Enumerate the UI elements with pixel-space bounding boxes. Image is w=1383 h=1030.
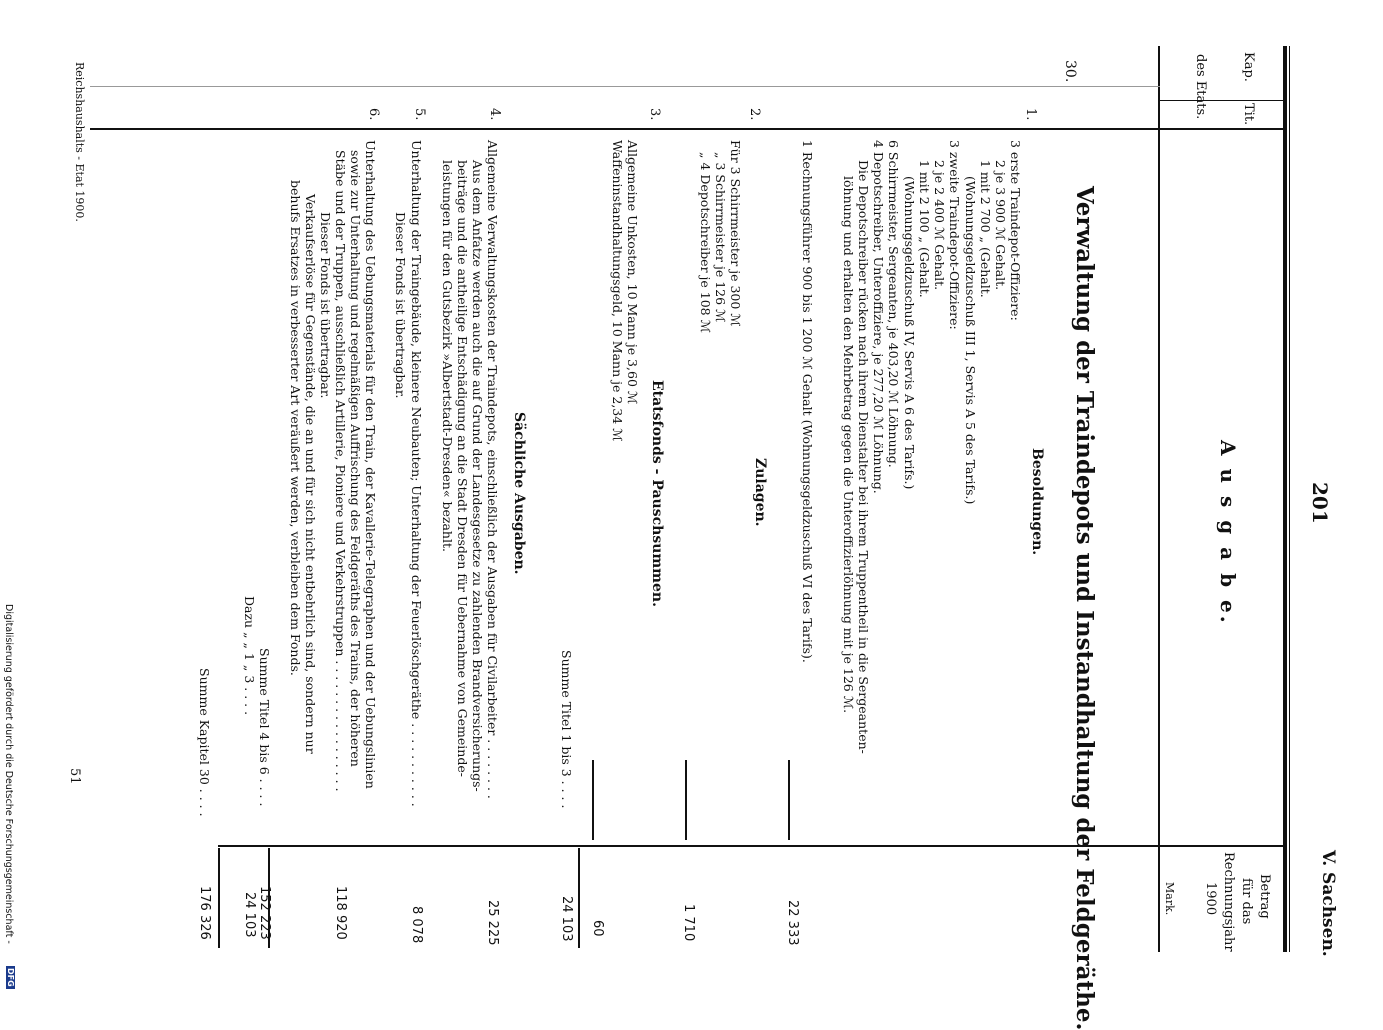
rule-sum-1 [788,760,790,840]
t4-amount: 25 225 [485,900,500,946]
dazu-label: Dazu „ „ 1 „ 3 . . . . [242,596,257,716]
t3-line-2: Waffeninstandhaltungsgeld, 10 Mann je 2,34 ℳ [610,140,625,442]
t3-amount: 60 [590,920,605,937]
rule-sum-amount-1 [578,848,580,948]
title-num-6: 6. [366,108,381,121]
t1-line-4: (Wohnungsgeldzuschuß III 1, Servis A 5 des Tarifs.) [963,176,978,505]
title-num-3: 3. [647,108,662,121]
t2-line-3: „ 4 Depotschreiber je 108 ℳ [698,152,713,333]
footer-page: 51 [67,768,82,785]
rule-sum-2 [685,760,687,840]
t1-line-12: löhnung und erhalten den Mehrbetrag gegen die Unteroffizierlöhnung mit je 126 ℳ. [841,176,856,714]
t4-line-2: Aus dem Anfatze werden auch die auf Grund der Landesgesetze zu zahlenden Brandversicherungs- [470,160,485,792]
t6-line-6: behufs Ersatzes in verbesserter Art veräußert werden, verbleiben dem Fonds. [288,180,303,676]
t6-line-5: Verkaufserlöse für Gegenstände, die an und für sich nicht entbehrlich sind, sondern nur [303,194,318,754]
t2-line-1: Für 3 Schirrmeister je 300 ℳ [728,140,743,327]
t6-amount: 118 920 [333,886,348,940]
t2-line-2: „ 3 Schirrmeister je 126 ℳ [713,152,728,323]
t1-line-2: 2 je 3 900 ℳ Gehalt. [993,160,1008,291]
t1-line-1: 3 erste Traindepot-Offiziere: [1008,140,1023,321]
t6-line-3: Stäbe und der Truppen, ausschließlich Artillerie, Pioniere und Verkehrstruppen . . . . . . . . . . . . . . . . . [333,150,348,792]
state-heading: V. Sachsen. [1318,850,1338,957]
total-amount: 176 326 [197,886,212,940]
col-kap: Kap. [1241,52,1256,82]
t6-line-4: Dieser Fonds ist übertragbar. [318,212,333,399]
t1-line-11: Die Depotschreiber rücken nach ihrem Dienstalter bei ihrem Truppentheil in die Sergeanten- [856,160,871,754]
t5-line-1: Unterhaltung der Traingebäude, kleinere Neubauten; Unterhaltung der Feuerlöschgeräthe . . . . . . . . . . . [409,140,424,807]
t1-line-9: 6 Schirrmeister, Sergeanten, je 403,20 ℳ Löhnung. [886,140,901,468]
col-tit: Tit. [1241,103,1256,126]
rule-kap-tit [1160,100,1285,101]
sum-1-3-label: Summe Titel 1 bis 3 . . . . [559,650,574,809]
col-sub: des Etats. [1193,54,1208,120]
rule-sum-amount-3 [218,848,220,948]
t1-line-7: 1 mit 2 100 „ (Gehalt. [917,160,932,298]
t1-line-8: (Wohnungsgeldzuschuß IV, Servis A 6 des Tarifs.) [902,176,917,490]
t4-line-3: beiträge und die antheilige Entschädigung an die Stadt Dresden für Uebernahme von Gemeinde- [455,160,470,777]
t6-line-2: sowie zur Unterhaltung und regelmäßigen Auffrischung des Feldgeräths des Trains, der höheren [348,150,363,767]
title-num-2: 2. [747,108,762,121]
sum-4-6-amount: 152 223 [257,886,272,940]
chapter-number: 30. [1062,60,1078,83]
t1-line-5: 3 zweite Traindepot-Offiziere: [947,140,962,330]
t1-line-6: 2 je 2 400 ℳ Gehalt. [932,160,947,291]
t1-line-10: 4 Depotschreiber, Unteroffiziere, je 277,20 ℳ Löhnung. [871,140,886,494]
amount-header-4: 1900 [1203,882,1218,916]
subhead-pauschsummen: Etatsfonds - Pauschsummen. [649,380,665,607]
title-num-4: 4. [487,108,502,121]
sum-1-3-amount: 24 103 [559,896,574,942]
rule-top-thick [1283,46,1287,952]
t5-line-2: Dieser Fonds ist übertragbar. [393,212,408,399]
section-heading: A u s g a b e. [1216,440,1240,626]
subhead-besoldungen: Besoldungen. [1029,448,1045,556]
amount-header-1: Betrag [1257,874,1272,919]
rule-faint-top [90,86,1160,87]
t1-line-3: 1 mit 2 700 „ (Gehalt. [978,160,993,298]
unit-mark: Mark. [1163,882,1176,916]
page-number: 201 [1308,482,1332,524]
sum-4-6-label: Summe Titel 4 bis 6 . . . . [257,648,272,807]
total-label: Summe Kapitel 30 . . . . [197,668,212,817]
t1-amount: 22 333 [785,900,800,946]
amount-header-3: Rechnungsjahr [1221,852,1236,952]
dfg-logo: DFG [6,968,15,987]
t3-line-1: Allgemeine Unkosten, 10 Mann je 3,60 ℳ [625,140,640,405]
rule-top-thin [1289,46,1290,952]
t2-amount: 1 710 [681,904,696,942]
page-title: Verwaltung der Traindepots und Instandhaltung der Feldgeräthe. [1071,186,1098,1030]
t1-line-13: 1 Rechnungsführer 900 bis 1 200 ℳ Gehalt (Wohnungsgeldzuschuß VI des Tarifs). [800,140,815,663]
title-num-1: 1. [1023,108,1038,121]
t5-amount: 8 078 [409,906,424,944]
t6-line-1: Unterhaltung des Uebungsmaterials für den Train, der Kavallerie-Telegraphen und der Uebungslinien [363,140,378,789]
t4-line-4: leistungen für den Gutsbezirk »Albertstadt-Dresden« bezahlt. [440,160,455,552]
title-num-5: 5. [412,108,427,121]
footer-credit: Digitalisierung gefördert durch die Deutsche Forschungsgemeinschaft - [3,604,14,944]
rule-tit-text [90,128,1285,130]
amount-header-2: für das [1239,878,1254,925]
rule-sum-3 [592,760,594,840]
t4-line-1: Allgemeine Verwaltungskosten der Traindepots, einschließlich der Ausgaben für Civilarbeiter . . . . . . . . [485,140,500,799]
footer-etat: Reichshaushalts - Etat 1900. [73,62,86,222]
subhead-zulagen: Zulagen. [752,458,768,527]
rule-text-amount [218,845,1285,847]
dazu-amount: 24 103 [242,892,257,938]
rule-header-bottom [1158,46,1160,952]
subhead-saechliche: Sächliche Ausgaben. [511,412,527,575]
